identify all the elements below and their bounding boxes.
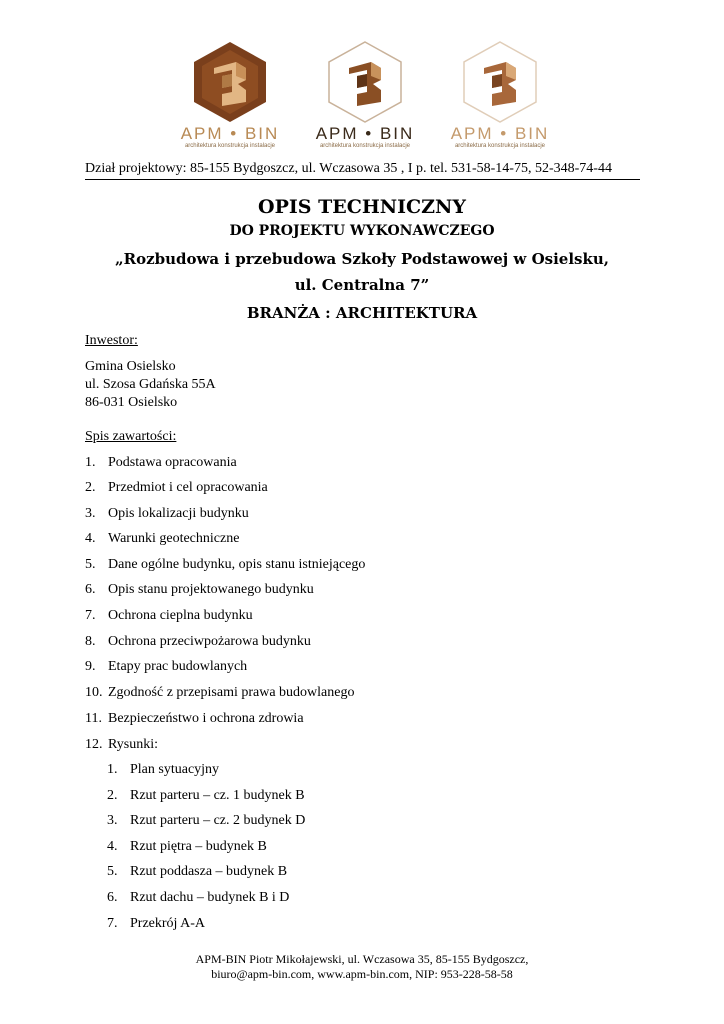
list-item-text: Ochrona cieplna budynku [108, 608, 253, 623]
list-item-number: 1. [85, 455, 96, 470]
list-item-number: 6. [85, 582, 96, 597]
list-item-text: Rzut parteru – cz. 1 budynek B [130, 788, 305, 803]
logo-tagline: architektura konstrukcja instalacje [454, 143, 546, 149]
list-item-number: 4. [107, 839, 118, 854]
footer-line: APM-BIN Piotr Mikołajewski, ul. Wczasowa 35, 85-155 Bydgoszcz, [195, 952, 529, 966]
list-item-text: Plan sytuacyjny [130, 762, 220, 777]
contents-label: Spis zawartości: [85, 429, 177, 444]
logo-brand-text: APM • BIN [180, 124, 280, 143]
list-item-number: 2. [107, 788, 118, 803]
list-item-text: Rzut piętra – budynek B [130, 839, 267, 854]
list-item-number: 9. [85, 659, 96, 674]
list-item-text: Opis stanu projektowanego budynku [108, 582, 314, 597]
company-logo [165, 40, 295, 150]
list-item-text: Dane ogólne budynku, opis stanu istniejącego [108, 557, 366, 572]
list-item-number: 3. [107, 813, 118, 828]
logo-brand-text: APM • BIN [450, 124, 550, 143]
list-item-number: 4. [85, 531, 96, 546]
list-item-number: 7. [85, 608, 96, 623]
investor-label: Inwestor: [85, 333, 138, 348]
list-item-text: Przekrój A-A [130, 916, 206, 931]
list-item-number: 5. [85, 557, 96, 572]
list-item-number: 2. [85, 480, 96, 495]
list-item-number: 5. [107, 864, 118, 879]
list-item-text: Opis lokalizacji budynku [108, 506, 249, 521]
list-item-number: 7. [107, 916, 118, 931]
list-item-number: 11. [85, 711, 102, 726]
project-name-line2: ul. Centralna 7” [294, 276, 430, 294]
list-item-text: Rzut dachu – budynek B i D [130, 890, 290, 905]
company-logo [435, 40, 565, 150]
list-item-text: Rzut poddasza – budynek B [130, 864, 288, 879]
header-contact-line: Dział projektowy: 85-155 Bydgoszcz, ul. Wczasowa 35 , I p. tel. 531-58-14-75, 52-348-74-44 [85, 161, 640, 180]
logo-tagline: architektura konstrukcja instalacje [184, 143, 276, 149]
list-item-number: 3. [85, 506, 96, 521]
apm-bin-emblem-icon [327, 40, 403, 124]
list-item-text: Podstawa opracowania [108, 455, 237, 470]
list-item-text: Rysunki: [108, 737, 159, 752]
list-item-text: Bezpieczeństwo i ochrona zdrowia [108, 711, 304, 726]
list-item-text: Ochrona przeciwpożarowa budynku [108, 634, 311, 649]
list-item-number: 1. [107, 762, 118, 777]
list-item-number: 8. [85, 634, 96, 649]
list-item-text: Rzut parteru – cz. 2 budynek D [130, 813, 306, 828]
branch-label: BRANŻA : ARCHITEKTURA [246, 304, 478, 322]
investor-line: ul. Szosa Gdańska 55A [85, 377, 216, 392]
logo-brand-text: APM • BIN [315, 124, 415, 143]
list-item-text: Warunki geotechniczne [108, 531, 240, 546]
list-item-text: Przedmiot i cel opracowania [108, 480, 268, 495]
apm-bin-emblem-icon [192, 40, 268, 124]
list-item-number: 12. [85, 737, 103, 752]
logo-row [145, 40, 585, 150]
investor-line: 86-031 Osielsko [85, 395, 178, 410]
list-item-text: Zgodność z przepisami prawa budowlanego [108, 685, 355, 700]
list-item-number: 6. [107, 890, 118, 905]
project-name-line1: „Rozbudowa i przebudowa Szkoły Podstawowej w Osielsku, [115, 250, 609, 268]
footer-line: biuro@apm-bin.com, www.apm-bin.com, NIP: 953-228-58-58 [211, 967, 513, 981]
document-subtitle: DO PROJEKTU WYKONAWCZEGO [229, 223, 495, 239]
investor-line: Gmina Osielsko [85, 359, 176, 374]
list-item-number: 10. [85, 685, 103, 700]
list-item-text: Etapy prac budowlanych [108, 659, 248, 674]
company-logo [300, 40, 430, 150]
logo-tagline: architektura konstrukcja instalacje [319, 143, 411, 149]
document-title: OPIS TECHNICZNY [258, 196, 466, 218]
apm-bin-emblem-icon [462, 40, 538, 124]
